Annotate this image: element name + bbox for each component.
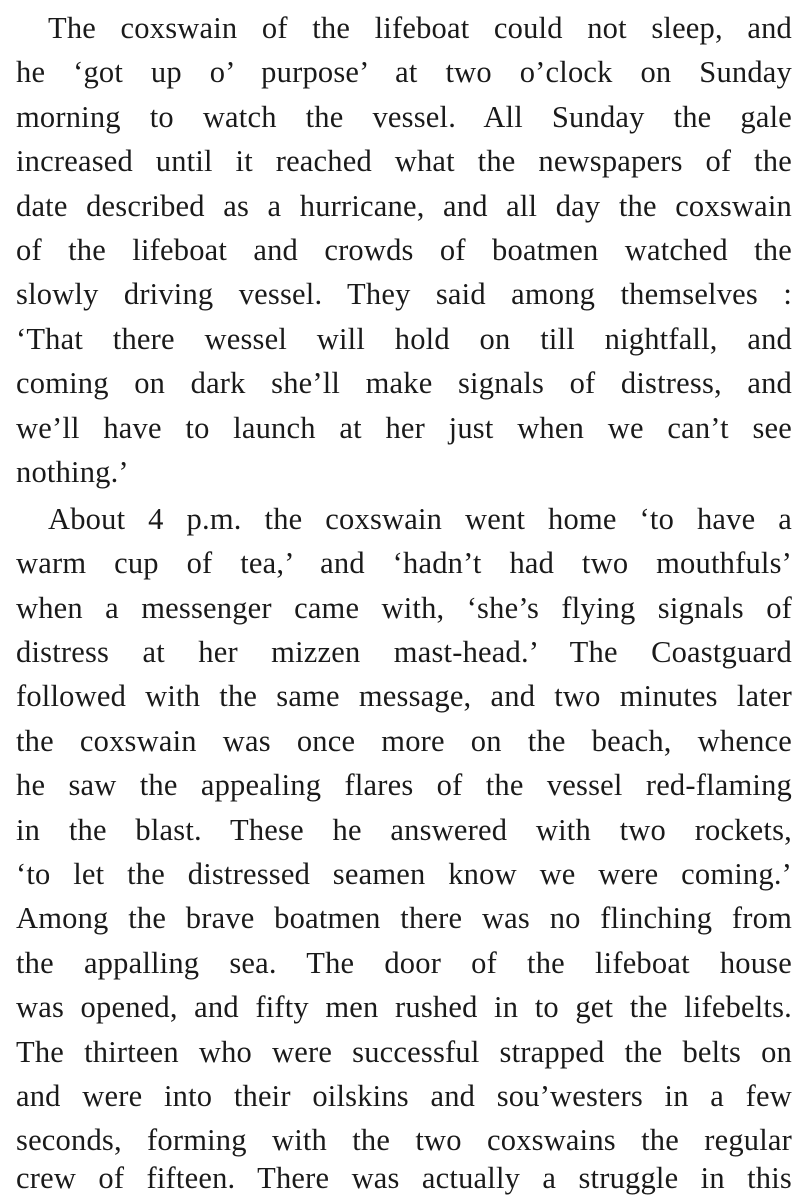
text-line: warm cup of tea,’ and ‘hadn’t had two mouthfuls’ (16, 546, 792, 580)
text-line: date described as a hurricane, and all day the coxswain (16, 189, 792, 223)
text-line: and were into their oilskins and sou’westers in a few (16, 1079, 792, 1113)
text-line: we’ll have to launch at her just when we can’t see (16, 411, 792, 445)
text-line: in the blast. These he answered with two rockets, (16, 813, 792, 847)
text-line: ‘That there wessel will hold on till nightfall, and (16, 322, 792, 356)
text-line: Among the brave boatmen there was no flinching from (16, 901, 792, 935)
text-line: ‘to let the distressed seamen know we were coming.’ (16, 857, 792, 891)
text-line: of the lifeboat and crowds of boatmen watched the (16, 233, 792, 267)
text-line: distress at her mizzen mast-head.’ The Coastguard (16, 635, 792, 669)
text-line: when a messenger came with, ‘she’s flying signals of (16, 591, 792, 625)
text-line: was opened, and fifty men rushed in to get the lifebelts. (16, 990, 792, 1024)
text-line: About 4 p.m. the coxswain went home ‘to have a (48, 502, 792, 536)
text-line: crew of fifteen. There was actually a struggle in this (16, 1161, 792, 1195)
text-line: he ‘got up o’ purpose’ at two o’clock on Sunday (16, 55, 792, 89)
text-line: nothing.’ (16, 455, 129, 489)
text-line: The coxswain of the lifeboat could not sleep, and (48, 11, 792, 45)
text-line: the coxswain was once more on the beach, whence (16, 724, 792, 758)
text-line: seconds, forming with the two coxswains the regular (16, 1123, 792, 1157)
text-line: slowly driving vessel. They said among themselves : (16, 277, 792, 311)
text-line: coming on dark she’ll make signals of distress, and (16, 366, 792, 400)
text-line: morning to watch the vessel. All Sunday the gale (16, 100, 792, 134)
text-line: The thirteen who were successful strapped the belts on (16, 1035, 792, 1069)
text-line: he saw the appealing flares of the vessel red-flaming (16, 768, 792, 802)
text-line: followed with the same message, and two minutes later (16, 679, 792, 713)
text-line: the appalling sea. The door of the lifeboat house (16, 946, 792, 980)
text-line: increased until it reached what the newspapers of the (16, 144, 792, 178)
